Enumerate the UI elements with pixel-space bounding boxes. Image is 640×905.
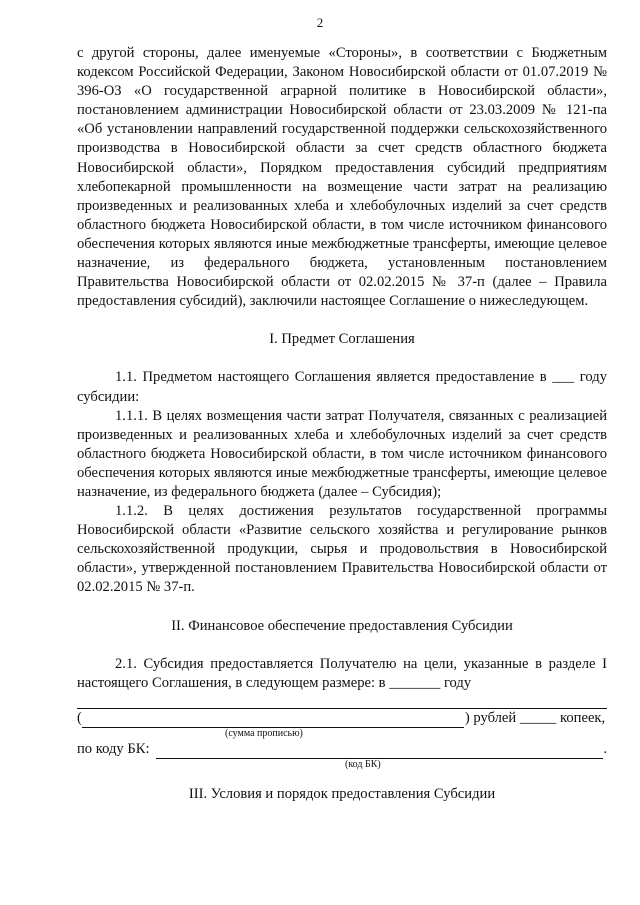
amount-row [77, 709, 607, 728]
page-number: 2 [316, 15, 324, 30]
bk-label: по коду БК: [77, 740, 150, 757]
clause-2-1: 2.1. Субсидия предоставляется Получателю на цели, указанные в разделе I настоящего Соглашения, в следующем размере: в _______ году [77, 655, 607, 691]
amount-open-paren: ( [77, 709, 82, 726]
clause-1-1: 1.1. Предметом настоящего Соглашения является предоставление в ___ году субсидии: [77, 369, 607, 405]
section-2-heading: II. Финансовое обеспечение предоставления Субсидии [171, 617, 513, 634]
bk-row [77, 740, 607, 759]
section-3-heading: III. Условия и порядок предоставления Субсидии [188, 786, 496, 802]
bk-end: . [603, 740, 607, 757]
document-body [77, 44, 607, 823]
amount-in-words-line [82, 712, 464, 728]
preamble-paragraph: с другой стороны, далее именуемые «Стороны», в соответствии с Бюджетным кодексом Российской Федерации, Законом Новосибирской области от 01.07.2019 № 396-ОЗ «О государственной аграрной политике в Новосибирской области», постановлением администрации Новосибирской области от 23.03.2009 № 121-па «Об установлении направлений государственной поддержки сельскохозяйственного производства в Новосибирской области за счет средств областного бюджета Новосибирской области», Порядком предоставления субсидий предприятиям хлебопекарной промышленности на возмещение части затрат на реализацию произведенных и реализованных хлеба и хлебобулочных изделий за счет средств областного бюджета Новосибирской области, в том числе источником финансового обеспечения которых являются иные межбюджетные трансферты, имеющие целевое назначение, из федерального бюджета, установленным постановлением Правительства Новосибирской области от 02.02.2015 № 37-п (далее – Правила предоставления субсидий), заключили настоящее Соглашение о нижеследующем. [77, 45, 607, 310]
clause-1-1-2: 1.1.2. В целях достижения результатов государственной программы Новосибирской области «Развитие сельского хозяйства и регулирование рынков сельскохозяйственной продукции, сырья и продовольствия в Новосибирской области», утвержденной постановлением Правительства Новосибирской области от 02.02.2015 № 37-п. [77, 503, 607, 596]
amount-close-text: ) рублей _____ копеек, [464, 709, 606, 726]
section-1-heading: I. Предмет Соглашения [269, 331, 415, 348]
amount-caption: (сумма прописью) [225, 727, 303, 739]
bk-caption: (код БК) [345, 759, 381, 770]
bk-code-line [156, 743, 604, 759]
amount-blank-line [77, 693, 607, 709]
clause-1-1-1: 1.1.1. В целях возмещения части затрат Получателя, связанных с реализацией произведенных и реализованных хлеба и хлебобулочных изделий за счет средств областного бюджета Новосибирской области, в том числе источником финансового обеспечения которых являются иные межбюджетные трансферты, имеющие целевое назначение, из федерального бюджета (далее – Субсидия); [77, 407, 607, 500]
